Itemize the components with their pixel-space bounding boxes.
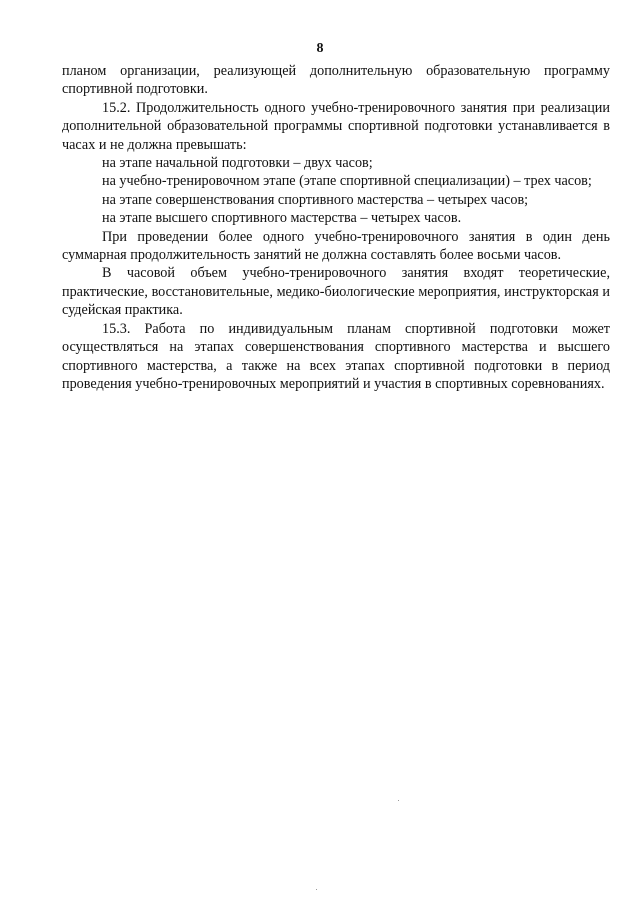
page-number: 8 (316, 41, 324, 56)
paragraph-hour-volume: В часовой объем учебно-тренировочного занятия входят теоретические, практические, восстановительные, медико-биологические мероприятия, инструкторская и судейская практика. (62, 265, 610, 319)
paragraph-improvement-stage: на этапе совершенствования спортивного мастерства – четырех часов; (102, 191, 529, 208)
paragraph-highest-stage: на этапе высшего спортивного мастерства – четырех часов. (102, 210, 462, 227)
paragraph-training-stage: на учебно-тренировочном этапе (этапе спортивной специализации) – трех часов; (102, 173, 592, 190)
scan-speck (398, 800, 399, 801)
paragraph-initial-stage: на этапе начальной подготовки – двух часов; (102, 155, 373, 172)
paragraph-15-3: 15.3. Работа по индивидуальным планам спортивной подготовки может осуществляться на этапах совершенствования спортивного мастерства и высшего спортивного мастерства, а также на всех этапах спортивной подготовки в период проведения учебно-тренировочных мероприятий и участия в спортивных соревнованиях. (62, 320, 610, 392)
paragraph-daily-limit: При проведении более одного учебно-тренировочного занятия в один день суммарная продолжительность занятий не должна составлять более восьми часов. (62, 228, 610, 264)
document-body (62, 62, 610, 393)
scan-speck (316, 889, 317, 890)
paragraph-15-2: 15.2. Продолжительность одного учебно-тренировочного занятия при реализации дополнительной образовательной программы спортивной подготовки устанавливается в часах и не должна превышать: (62, 99, 610, 153)
paragraph-continuation: планом организации, реализующей дополнительную образовательную программу спортивной подготовки. (62, 63, 610, 98)
